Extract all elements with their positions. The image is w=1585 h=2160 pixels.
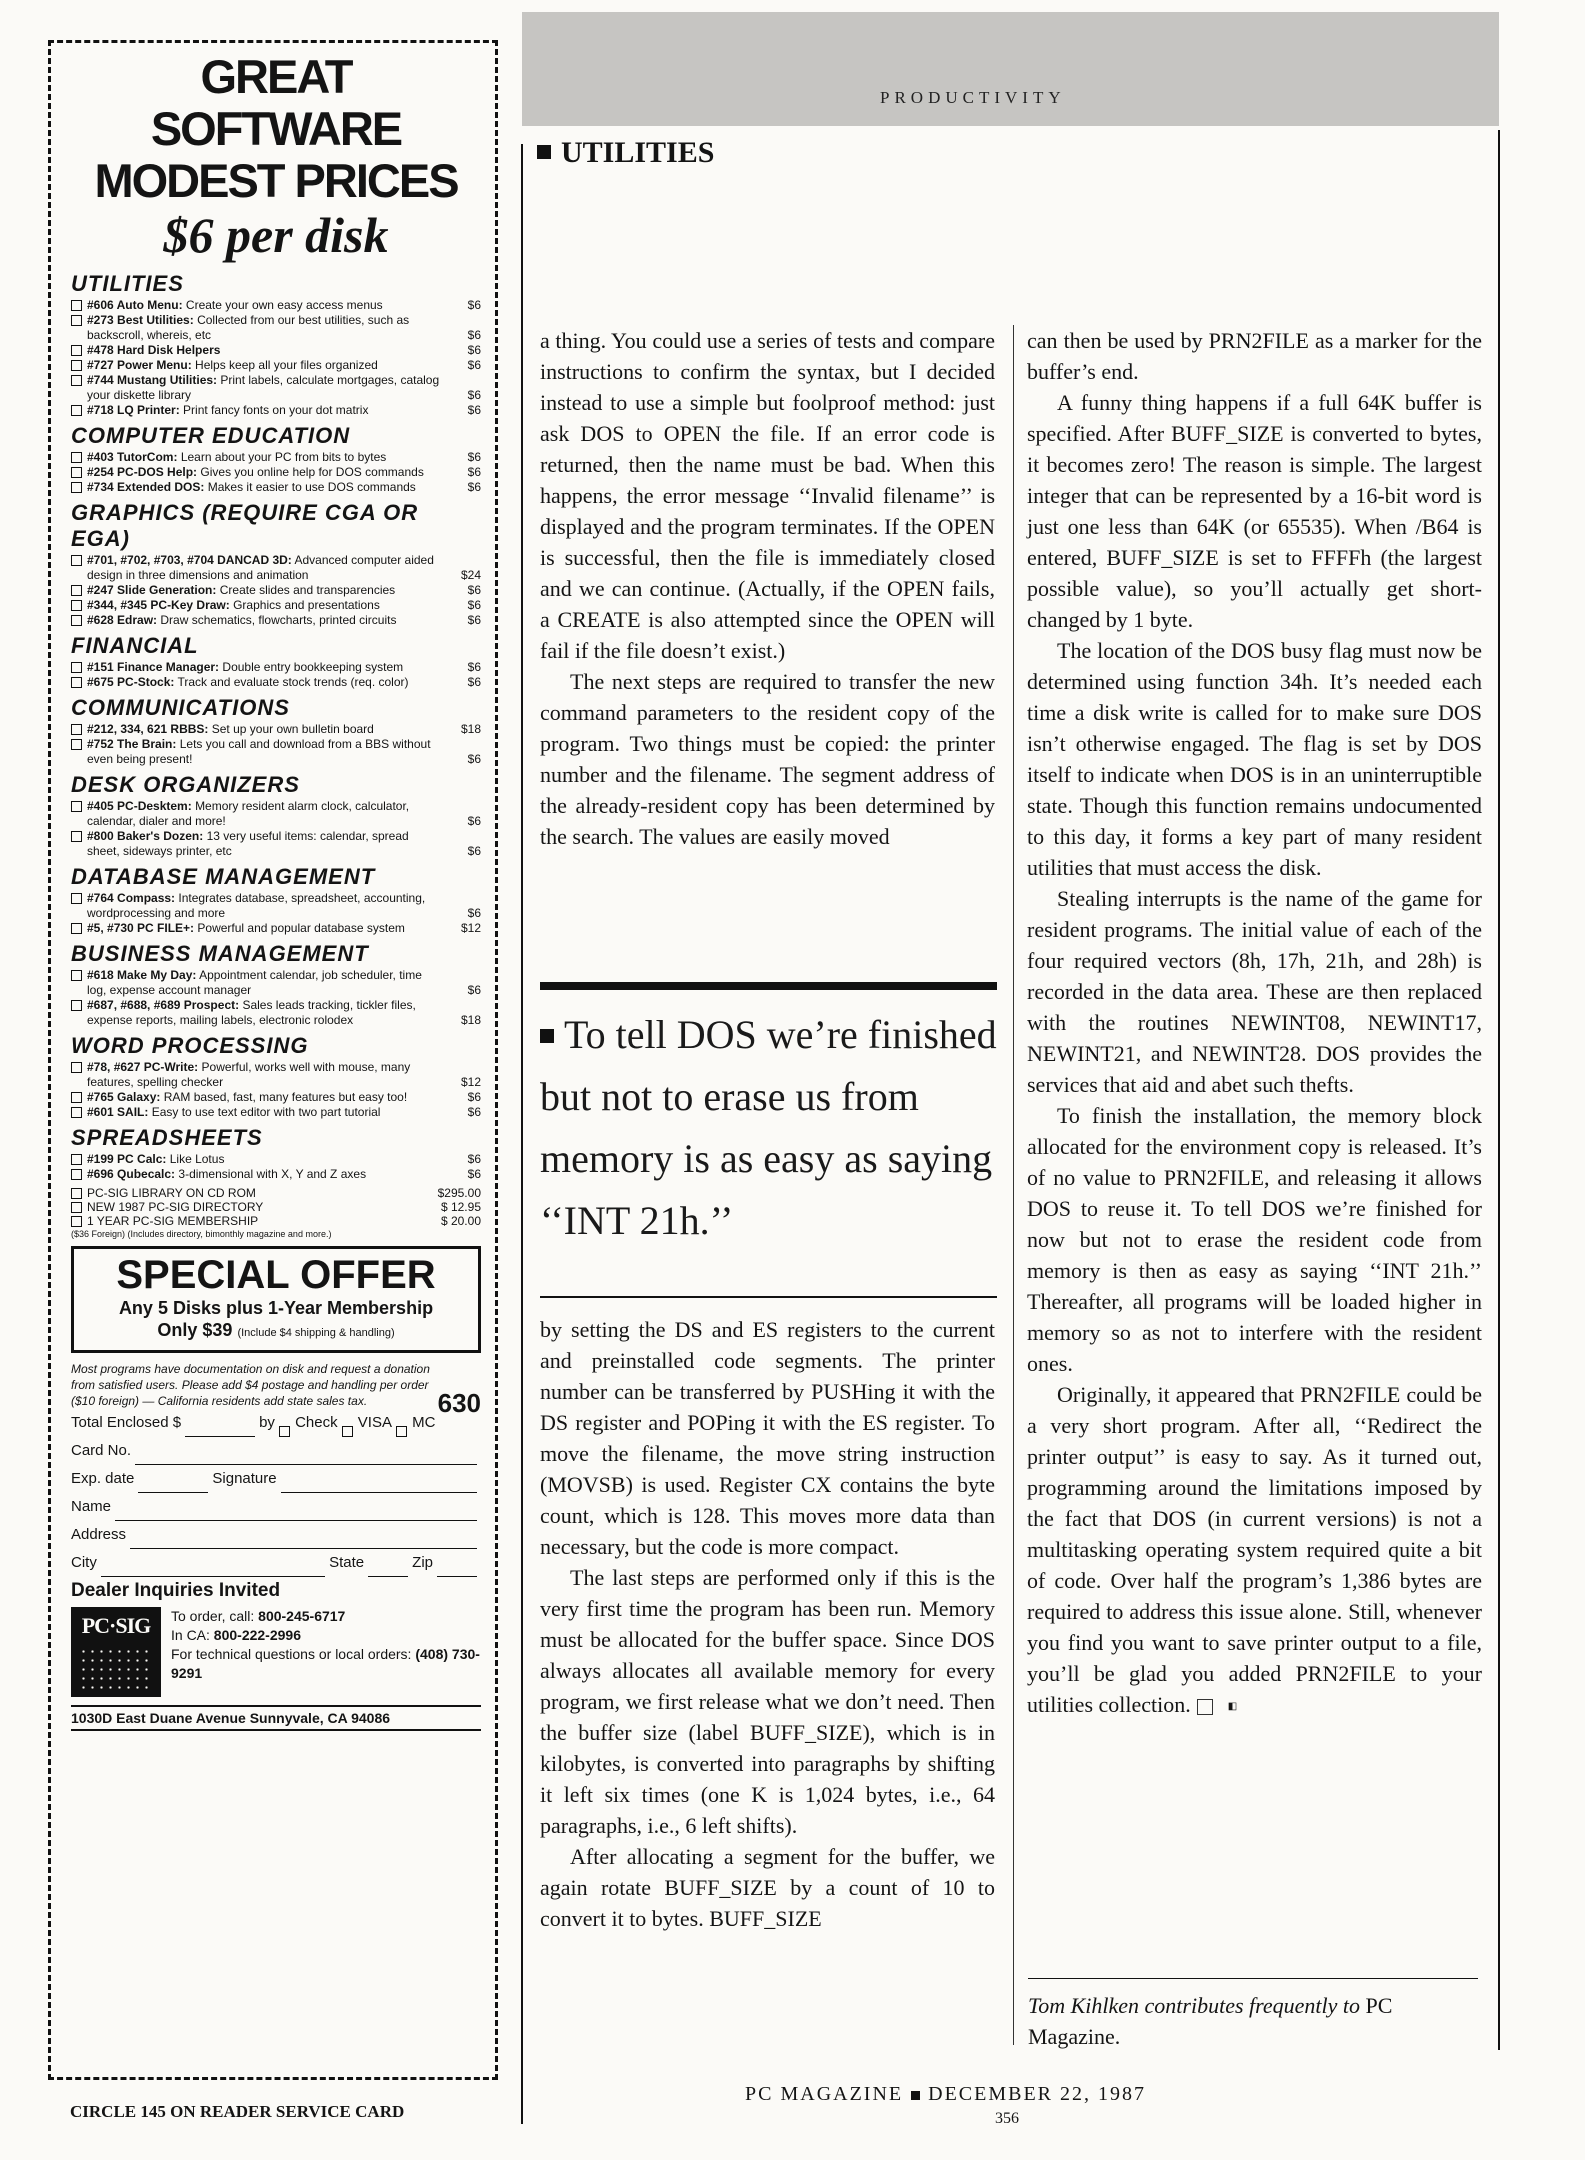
disk-item[interactable] [71, 829, 481, 859]
bullet-square-icon [540, 1029, 554, 1043]
disk-title: #601 SAIL: [87, 1105, 149, 1119]
rubric: PRODUCTIVITY [880, 88, 1066, 107]
disk-description: Helps keep all your files organized [195, 358, 378, 372]
dealer-inquiries: Dealer Inquiries Invited [71, 1580, 281, 1601]
checkbox[interactable] [71, 1092, 82, 1103]
library-item[interactable]: 1 YEAR PC-SIG MEMBERSHIP $ 20.00 [71, 1214, 481, 1228]
disk-description: Appointment calendar, job scheduler, time log, expense account manager [87, 968, 422, 997]
mailing-address: 1030D East Duane Avenue Sunnyvale, CA 94086 [71, 1705, 481, 1731]
disk-price: $6 [467, 403, 481, 417]
column-1-bottom [540, 1314, 995, 1934]
disk-title: #606 Auto Menu: [87, 298, 183, 312]
checkbox[interactable] [71, 452, 82, 463]
address-row: Address [71, 1521, 481, 1549]
disk-description: Gives you online help for DOS commands [200, 465, 424, 479]
disk-price: $6 [467, 480, 481, 494]
order-form [71, 1409, 481, 1577]
library-list [71, 1186, 481, 1240]
disk-description: Draw schematics, flowcharts, printed circuits [160, 613, 397, 627]
page-footer: PC MAGAZINE DECEMBER 22, 1987 [745, 2083, 1147, 2105]
disk-price: $6 [467, 465, 481, 479]
disk-description: Makes it easier to use DOS commands [207, 480, 416, 494]
disk-price: $6 [467, 844, 481, 858]
disk-price: $6 [467, 358, 481, 372]
pcsig-logo: PC·SIG [71, 1607, 161, 1697]
disk-title: #405 PC-Desktem: [87, 799, 192, 813]
disk-title: #254 PC-DOS Help: [87, 465, 198, 479]
disk-description: 3-dimensional with X, Y and Z axes [178, 1167, 367, 1181]
rule-right [1498, 130, 1500, 2050]
checkbox[interactable] [71, 315, 82, 326]
disk-description: Create slides and transparencies [219, 583, 396, 597]
disk-price: $6 [467, 1152, 481, 1166]
disk-title: #5, #730 PC FILE+: [87, 921, 195, 935]
disk-item[interactable] [71, 675, 481, 690]
total-row: Total Enclosed $ by Check VISA MC [71, 1409, 481, 1437]
checkbox[interactable] [71, 1000, 82, 1011]
disk-price: $6 [467, 298, 481, 312]
paragraph: A funny thing happens if a full 64K buffer is specified. After BUFF_SIZE is converted to bytes, it becomes zero! The reason is simple. The largest integer that can be represented by a 16-bit word is just one less than 64K (or 65535). When /B64 is entered, BUFF_SIZE is set to FFFFh (the largest possible value), so you’ll actually get short-changed by 1 byte. [1027, 390, 1482, 632]
ad-headline-modest-prices: MODEST PRICES [94, 154, 458, 207]
checkbox[interactable] [71, 923, 82, 934]
checkbox[interactable] [71, 1188, 82, 1199]
city-row: City State Zip [71, 1549, 481, 1577]
disk-price: $6 [467, 613, 481, 627]
disk-item[interactable] [71, 343, 481, 358]
disk-price: $6 [467, 752, 481, 766]
paragraph: Originally, it appeared that PRN2FILE could be a very short program. After all, ‘‘Redirect the printer output’’ is easy to say. As it turned out, programming around the limitations imposed by the fact that DOS (in current versions) is not a multitasking operating system required quite a bit of code. Over half the program’s 1,386 bytes are required to address this issue alone. Still, whenever you find you want to save printer output to a file, you’ll be glad you added PRN2FILE to your utilities collection. ◧ [1027, 1382, 1482, 1717]
disk-item[interactable] [71, 583, 481, 598]
disk-price: $6 [467, 983, 481, 997]
disk-item[interactable] [71, 1152, 481, 1167]
disk-price: $18 [460, 722, 481, 736]
disk-price: $6 [467, 660, 481, 674]
disk-price: $6 [467, 328, 481, 342]
disk-title: #675 PC-Stock: [87, 675, 175, 689]
disk-price: $6 [467, 598, 481, 612]
disk-title: #212, 334, 621 RBBS: [87, 722, 209, 736]
category-heading: DATABASE MANAGEMENT [71, 864, 376, 889]
checkbox[interactable] [71, 360, 82, 371]
visa-checkbox[interactable] [342, 1426, 353, 1437]
paragraph: The next steps are required to transfer the new command parameters to the resident copy of the program. Two things must be copied: the printer number and the filename. The segment address of the already-resident copy has been determined by the search. The values are easily moved [540, 669, 995, 849]
paragraph: The last steps are performed only if this is the very first time the program has been run. Memory must be allocated for the buffer space. Since DOS always allocates all available memory for every program, we first release what we don’t need. Then the buffer size (label BUFF_SIZE), which is in kilobytes, is converted into paragraphs by shifting it left six times (one K is 1,024 bytes, i.e., 64 paragraphs, i.e., 6 left shifts). [540, 1565, 995, 1838]
disk-item[interactable] [71, 598, 481, 613]
signature-field[interactable] [281, 1474, 477, 1493]
paragraph: To finish the installation, the memory block allocated for the environment copy is released. It’s of no value to PRN2FILE, and releasing it allows DOS to reuse it. To tell DOS we’re finished for now but not to erase the resident code from memory is then as easy as saying ‘‘INT 21h.’’ Thereafter, all programs will be loaded higher in memory so as not to interfere with the resident ones. [1027, 1103, 1482, 1376]
category-heading: WORD PROCESSING [71, 1033, 309, 1058]
exp-row: Exp. date Signature [71, 1465, 481, 1493]
special-offer-title: SPECIAL OFFER [116, 1253, 436, 1297]
checkbox[interactable] [71, 677, 82, 688]
checkbox[interactable] [71, 1107, 82, 1118]
category-heading: COMMUNICATIONS [71, 695, 290, 720]
checkbox[interactable] [71, 600, 82, 611]
disk-item[interactable] [71, 1105, 481, 1120]
disk-item[interactable] [71, 722, 481, 737]
paragraph: The location of the DOS busy flag must now be determined using function 34h. It’s needed each time a disk write is called for to make sure DOS isn’t otherwise engaged. The flag is set by DOS itself to indicate when DOS is in an uninterruptible state. Though this function remains undocumented to this day, it forms a key part of many resident utilities that must access the disk. [1027, 638, 1482, 880]
special-offer-line1: Any 5 Disks plus 1-Year Membership [118, 1298, 434, 1318]
disk-description: Like Lotus [169, 1152, 225, 1166]
disk-description: Set up your own bulletin board [211, 722, 374, 736]
disk-description: Powerful, works well with mouse, many features, spelling checker [87, 1060, 411, 1089]
paragraph: a thing. You could use a series of tests and compare instructions to confirm the syntax, but I decided instead to use a simple but foolproof method: just ask DOS to OPEN the file. If an error code is returned, then the name must be bad. When this happens, the error message ‘‘Invalid filename’’ is displayed and the program terminates. If the OPEN is successful, then the file is immediately closed and we can continue. (Actually, if the OPEN fails, a CREATE is also attempted since the OPEN will fail if the file doesn’t exist.) [540, 328, 995, 663]
disk-title: #199 PC Calc: [87, 1152, 167, 1166]
disk-item[interactable] [71, 298, 481, 313]
disk-price: $24 [460, 568, 481, 582]
disk-description: Track and evaluate stock trends (req. color) [177, 675, 409, 689]
name-row: Name [71, 1493, 481, 1521]
library-item[interactable]: PC-SIG LIBRARY ON CD ROM $295.00 [71, 1186, 481, 1200]
disk-title: #618 Make My Day: [87, 968, 197, 982]
disk-item[interactable] [71, 998, 481, 1028]
paragraph: After allocating a segment for the buffer, we again rotate BUFF_SIZE by a count of 10 to convert it to bytes. BUFF_SIZE [540, 1844, 995, 1931]
disk-price: $6 [467, 814, 481, 828]
paragraph: Stealing interrupts is the name of the game for resident programs. The initial value of each of the four required vectors (8h, 17h, 21h, and 28h) is recorded in the data area. These are then replaced with the routines NEWINT08, NEWINT17, NEWINT21, and NEWINT28. DOS provides the services that aid and abet such thefts. [1027, 886, 1482, 1097]
disk-item[interactable] [71, 373, 481, 403]
disk-description: Double entry bookkeeping system [222, 660, 404, 674]
disk-item[interactable] [71, 613, 481, 628]
disk-price: $12 [460, 921, 481, 935]
disk-description: Memory resident alarm clock, calculator, calendar, dialer and more! [87, 799, 410, 828]
disk-item[interactable] [71, 921, 481, 936]
disk-title: #701, #702, #703, #704 DANCAD 3D: [87, 553, 292, 567]
disk-title: #247 Slide Generation: [87, 583, 217, 597]
disk-description: Lets you call and download from a BBS without even being present! [87, 737, 431, 766]
category-heading: COMPUTER EDUCATION [71, 423, 351, 448]
disk-item[interactable] [71, 553, 481, 583]
disk-description: Advanced computer aided design in three dimensions and animation [87, 553, 434, 582]
disk-description: Create your own easy access menus [185, 298, 383, 312]
contact-info: To order, call: 800-245-6717 In CA: 800-222-2996 For technical questions or local orders: (408) 730-9291 [171, 1608, 480, 1681]
phone-ca[interactable]: 800-222-2996 [213, 1627, 301, 1643]
disk-title: #718 LQ Printer: [87, 403, 180, 417]
disk-title: #752 The Brain: [87, 737, 177, 751]
checkbox[interactable] [71, 300, 82, 311]
zip-field[interactable] [437, 1558, 477, 1577]
header-bar [522, 12, 1499, 126]
exp-field[interactable] [138, 1474, 208, 1493]
checkbox[interactable] [71, 1216, 82, 1227]
byline-rule [1028, 1978, 1478, 1979]
disk-price: $6 [467, 1090, 481, 1104]
category-heading: FINANCIAL [71, 633, 199, 658]
disk-item[interactable] [71, 403, 481, 418]
ad-headline-great-software: GREAT SOFTWARE [150, 50, 402, 155]
bullet-square-icon [537, 145, 551, 159]
disk-title: #765 Galaxy: [87, 1090, 161, 1104]
checkbox[interactable] [71, 1154, 82, 1165]
disk-description: Easy to use text editor with two part tutorial [151, 1105, 381, 1119]
checkbox[interactable] [71, 585, 82, 596]
checkbox[interactable] [71, 970, 82, 981]
disk-title: #764 Compass: [87, 891, 176, 905]
checkbox[interactable] [71, 345, 82, 356]
disk-price: $6 [467, 583, 481, 597]
mc-checkbox[interactable] [396, 1426, 407, 1437]
checkbox[interactable] [71, 724, 82, 735]
card-field[interactable] [135, 1446, 477, 1465]
disk-title: #78, #627 PC-Write: [87, 1060, 199, 1074]
disk-title: #403 TutorCom: [87, 450, 178, 464]
disk-description: Print labels, calculate mortgages, catalog your diskette library [87, 373, 440, 402]
order-code: 630 [437, 1388, 481, 1418]
pullquote-rule-bottom [540, 1296, 997, 1298]
disk-item[interactable] [71, 1167, 481, 1182]
checkbox[interactable] [71, 739, 82, 750]
section-title: UTILITIES [537, 136, 714, 170]
disk-description: Collected from our best utilities, such as backscroll, whereis, etc [87, 313, 410, 342]
column-2 [1027, 325, 1482, 1720]
pullquote-rule-top [540, 982, 997, 990]
disk-title: #273 Best Utilities: [87, 313, 194, 327]
name-field[interactable] [115, 1502, 477, 1521]
disk-description: Sales leads tracking, tickler files, expense reports, mailing labels, electronic rolodex [87, 998, 416, 1027]
disk-item[interactable] [71, 891, 481, 921]
disk-title: #800 Baker's Dozen: [87, 829, 204, 843]
checkbox[interactable] [71, 375, 82, 386]
card-row: Card No. [71, 1437, 481, 1465]
phone-order[interactable]: 800-245-6717 [258, 1608, 346, 1624]
paragraph: by setting the DS and ES registers to the current and preinstalled code segments. The printer number can be transferred by PUSHing it with the DS register and POPing it with the ES register. To move the filename, the move string instruction (MOVSB) is used. Register CX contains the byte count, which is 128. This moves more data than necessary, but the code is more compact. [540, 1317, 995, 1559]
disk-title: #696 Qubecalc: [87, 1167, 176, 1181]
special-offer-line2: Only $39 (Include $4 shipping & handling) [157, 1320, 395, 1340]
city-field[interactable] [101, 1558, 325, 1577]
disk-catalog [71, 271, 481, 1182]
checkbox[interactable] [71, 662, 82, 673]
category-heading: GRAPHICS (REQUIRE CGA OR EGA) [71, 500, 419, 551]
phone-tech[interactable]: (408) 730-9291 [171, 1646, 480, 1681]
disk-description: Print fancy fonts on your dot matrix [183, 403, 369, 417]
disk-price: $12 [460, 1075, 481, 1089]
disk-title: #734 Extended DOS: [87, 480, 205, 494]
disk-item[interactable] [71, 480, 481, 495]
checkbox[interactable] [71, 555, 82, 566]
foreign-note: ($36 Foreign) (Includes directory, bimonthly magazine and more.) [71, 1229, 332, 1239]
checkbox[interactable] [71, 831, 82, 842]
check-checkbox[interactable] [279, 1426, 290, 1437]
pullquote: To tell DOS we’re finished but not to erase us from memory is as easy as saying ‘‘INT 21h.’’ [540, 1012, 997, 1243]
disk-price: $6 [467, 1105, 481, 1119]
disk-price: $18 [460, 1013, 481, 1027]
checkbox[interactable] [71, 1202, 82, 1213]
column-divider [1013, 325, 1014, 2045]
rule-left [521, 144, 523, 2124]
state-field[interactable] [368, 1558, 408, 1577]
disk-item[interactable] [71, 1060, 481, 1090]
order-note: Most programs have documentation on disk and request a donation from satisfied users. Please add $4 postage and handling per order ($10 foreign) — California residents add state sales tax. 630 [71, 1362, 481, 1418]
disk-price: $6 [467, 388, 481, 402]
checkbox[interactable] [71, 615, 82, 626]
column-1-top [540, 325, 995, 852]
disk-description: 13 very useful items: calendar, spread sheet, sideways printer, etc [87, 829, 409, 858]
disk-price: $6 [467, 1167, 481, 1181]
disk-item[interactable] [71, 358, 481, 373]
contact-block [71, 1607, 481, 1697]
disk-description: Powerful and popular database system [197, 921, 405, 935]
checkbox[interactable] [71, 801, 82, 812]
checkbox[interactable] [71, 893, 82, 904]
disk-item[interactable] [71, 660, 481, 675]
disk-title: #478 Hard Disk Helpers [87, 343, 221, 357]
page-number: 356 [995, 2110, 1019, 2127]
disk-title: #744 Mustang Utilities: [87, 373, 218, 387]
end-mark-icon: ◧ [1197, 1699, 1213, 1715]
disk-description: Graphics and presentations [233, 598, 380, 612]
disk-item[interactable] [71, 968, 481, 998]
disk-price: $6 [467, 906, 481, 920]
bullet-square-icon [911, 2091, 920, 2100]
disk-item[interactable] [71, 799, 481, 829]
disk-price: $6 [467, 343, 481, 357]
disk-description: Learn about your PC from bits to bytes [180, 450, 387, 464]
disk-title: #628 Edraw: [87, 613, 158, 627]
disk-title: #151 Finance Manager: [87, 660, 220, 674]
software-ad [48, 40, 498, 2080]
disk-item[interactable] [71, 737, 481, 767]
disk-item[interactable] [71, 1090, 481, 1105]
library-item[interactable]: NEW 1987 PC-SIG DIRECTORY $ 12.95 [71, 1200, 481, 1214]
disk-title: #727 Power Menu: [87, 358, 192, 372]
category-heading: UTILITIES [71, 271, 184, 296]
disk-item[interactable] [71, 450, 481, 465]
address-field[interactable] [130, 1530, 477, 1549]
category-heading: DESK ORGANIZERS [71, 772, 300, 797]
ad-headline-price: $6 per disk [163, 207, 389, 263]
checkbox[interactable] [71, 482, 82, 493]
checkbox[interactable] [71, 405, 82, 416]
disk-description: RAM based, fast, many features but easy too! [163, 1090, 408, 1104]
reader-service-note: CIRCLE 145 ON READER SERVICE CARD [70, 2102, 405, 2121]
disk-price: $6 [467, 450, 481, 464]
special-offer-box [71, 1246, 481, 1353]
disk-title: #687, #688, #689 Prospect: [87, 998, 240, 1012]
category-heading: BUSINESS MANAGEMENT [71, 941, 369, 966]
disk-price: $6 [467, 675, 481, 689]
disk-item[interactable] [71, 465, 481, 480]
disk-title: #344, #345 PC-Key Draw: [87, 598, 230, 612]
total-field[interactable] [185, 1418, 255, 1437]
checkbox[interactable] [71, 467, 82, 478]
checkbox[interactable] [71, 1169, 82, 1180]
disk-description: Integrates database, spreadsheet, accounting, wordprocessing and more [87, 891, 426, 920]
paragraph: can then be used by PRN2FILE as a marker for the buffer’s end. [1027, 328, 1482, 384]
disk-item[interactable] [71, 313, 481, 343]
category-heading: SPREADSHEETS [71, 1125, 263, 1150]
author-byline: Tom Kihlken contributes frequently to PC Magazine. [1028, 1993, 1393, 2049]
checkbox[interactable] [71, 1062, 82, 1073]
